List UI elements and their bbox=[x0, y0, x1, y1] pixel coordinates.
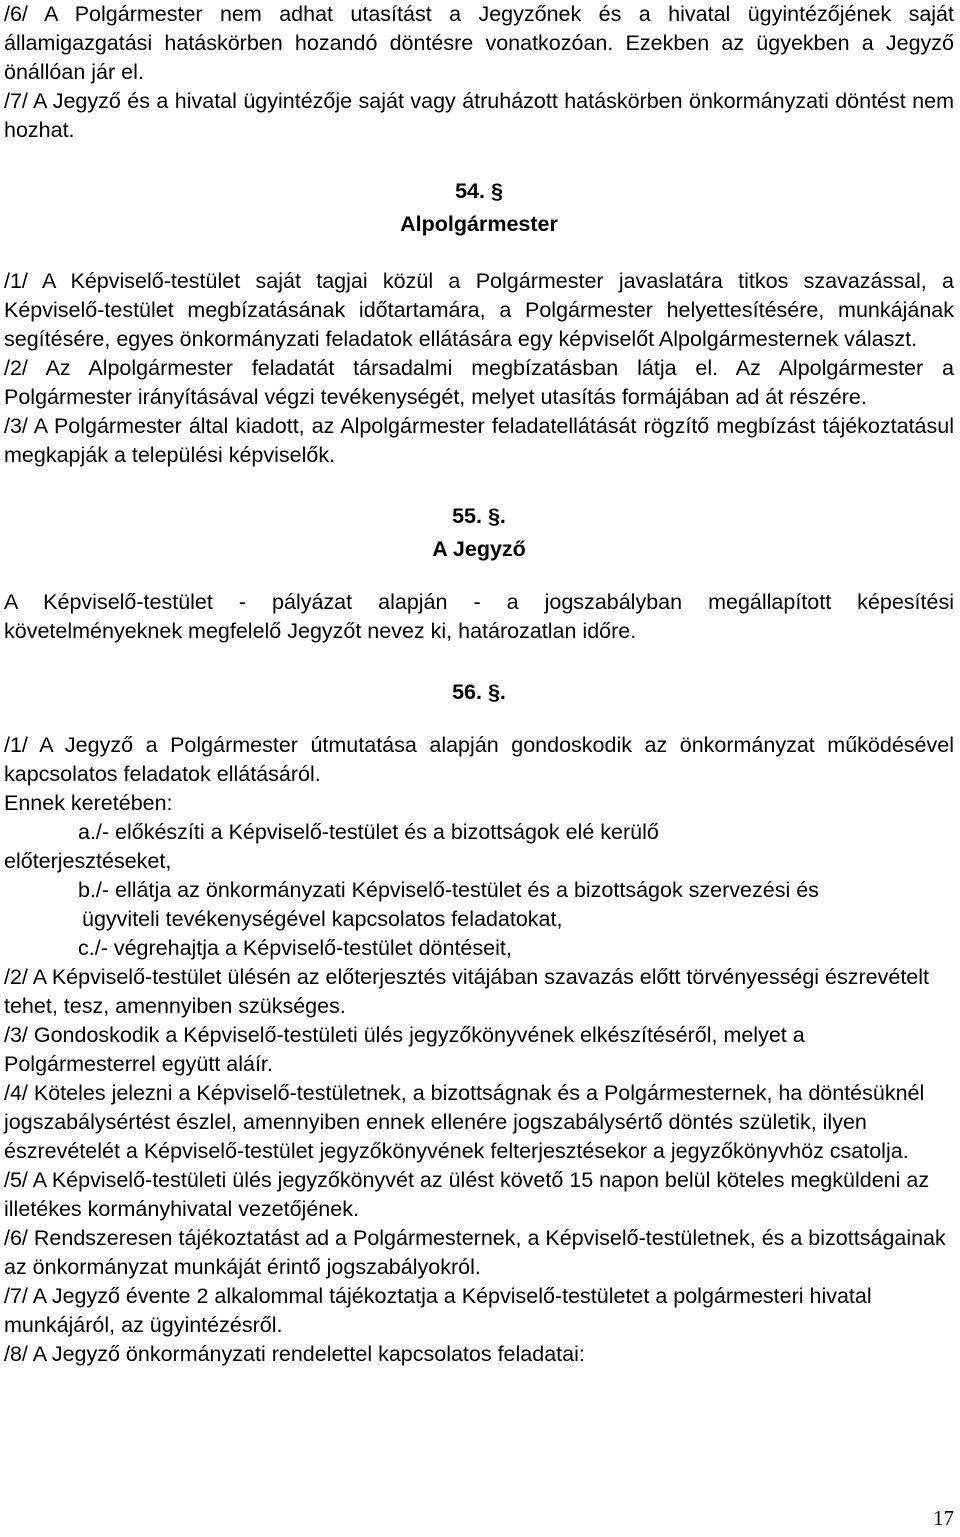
section-54-paragraph-1: /1/ A Képviselő-testület saját tagjai közül a Polgármester javaslatára titkos szavazással, a Képviselő-testület megbízatásának időtartamára, a Polgármester helyettesítésére, munkájának segítésére, egyes önkormányzati feladatok ellátására egy képviselőt Alpolgármesternek választ. bbox=[4, 269, 954, 351]
section-56-paragraph-5: /5/ A Képviselő-testületi ülés jegyzőkönyvét az ülést követő 15 napon belül köteles megküldeni az illetékes kormányhivatal vezetőjének. bbox=[4, 1168, 930, 1221]
section-56-number: 56. §. bbox=[452, 680, 506, 704]
section-54-number: 54. § bbox=[455, 179, 503, 203]
section-54-paragraph-2: /2/ Az Alpolgármester feladatát társadalmi megbízatásban látja el. Az Alpolgármester a Polgármester irányításával végzi tevékenységét, melyet utasítás formájában ad át részére. bbox=[4, 356, 954, 409]
section-56-item-c: c./- végrehajtja a Képviselő-testület döntéseit, bbox=[78, 936, 512, 960]
section-56-item-b-continuation: ügyviteli tevékenységével kapcsolatos feladatokat, bbox=[82, 907, 563, 931]
section-56-item-a-continuation: előterjesztéseket, bbox=[4, 849, 172, 873]
page-number: 17 bbox=[933, 1506, 954, 1530]
section-54-title: Alpolgármester bbox=[400, 212, 558, 236]
paragraph-7-prev: /7/ A Jegyző és a hivatal ügyintézője saját vagy átruházott hatáskörben önkormányzati döntést nem hozhat. bbox=[4, 89, 954, 142]
section-55-paragraph-1: A Képviselő-testület - pályázat alapján - a jogszabályban megállapított képesítési követelményeknek megfelelő Jegyzőt nevez ki, határozatlan időre. bbox=[4, 590, 954, 643]
section-55-title: A Jegyző bbox=[432, 537, 526, 561]
paragraph-6-prev: /6/ A Polgármester nem adhat utasítást a Jegyzőnek és a hivatal ügyintézőjének saját államigazgatási hatáskörben hozandó döntésre vonatkozóan. Ezekben az ügyekben a Jegyző önállóan jár el. bbox=[4, 2, 954, 84]
section-56-paragraph-6: /6/ Rendszeresen tájékoztatást ad a Polgármesternek, a Képviselő-testületnek, és a bizottságainak az önkormányzat munkáját érintő jogszabályokról. bbox=[4, 1226, 946, 1279]
section-56-paragraph-2: /2/ A Képviselő-testület ülésén az előterjesztés vitájában szavazás előtt törvényességi észrevételt tehet, tesz, amennyiben szükséges. bbox=[4, 965, 930, 1018]
section-56-paragraph-8: /8/ A Jegyző önkormányzati rendelettel kapcsolatos feladatai: bbox=[4, 1342, 585, 1366]
section-56-paragraph-4: /4/ Köteles jelezni a Képviselő-testületnek, a bizottságnak és a Polgármesternek, ha döntésüknél jogszabálysértést észlel, amennyiben ennek ellenére jogszabálysértő döntés születik, ilyen észrevételét a Képviselő-testület jegyzőkönyvének felterjesztésekor a jegyzőkönyvhöz csatolja. bbox=[4, 1081, 925, 1163]
section-54-paragraph-3: /3/ A Polgármester által kiadott, az Alpolgármester feladatellátását rögzítő megbízást tájékoztatásul megkapják a települési képviselők. bbox=[4, 414, 954, 467]
section-56-paragraph-1: /1/ A Jegyző a Polgármester útmutatása alapján gondoskodik az önkormányzat működésével kapcsolatos feladatok ellátásáról. bbox=[4, 733, 954, 786]
section-56-item-b: b./- ellátja az önkormányzati Képviselő-testület és a bizottságok szervezési és bbox=[78, 878, 819, 902]
section-56-item-a: a./- előkészíti a Képviselő-testület és a bizottságok elé kerülő bbox=[78, 820, 659, 844]
section-55-number: 55. §. bbox=[452, 504, 506, 528]
section-56-paragraph-7: /7/ A Jegyző évente 2 alkalommal tájékoztatja a Képviselő-testületet a polgármesteri hivatal munkájáról, az ügyintézésről. bbox=[4, 1284, 872, 1337]
section-56-paragraph-3: /3/ Gondoskodik a Képviselő-testületi ülés jegyzőkönyvének elkészítéséről, melyet a Polgármesterrel együtt aláír. bbox=[4, 1023, 805, 1076]
document-page bbox=[4, 0, 954, 1369]
section-56-list-intro: Ennek keretében: bbox=[4, 791, 173, 815]
